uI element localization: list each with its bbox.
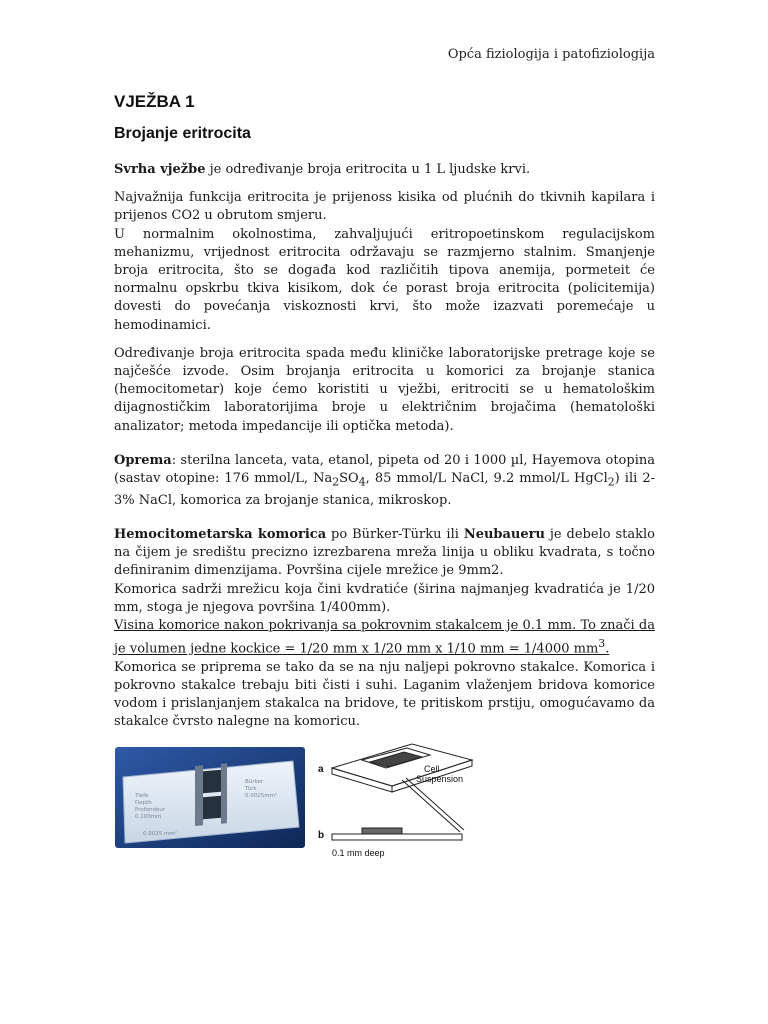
chamber-text: je debelo staklo na čijem je središtu precizno izrezbarena mreža linija u obliku kvadrata, s točno definiranim dimenzijama. Površina cijele mrežice je 9mm2. — [114, 527, 655, 579]
photo-label-left: Tiefe — [135, 793, 149, 799]
photo-label: 0.0025 mm² — [143, 831, 177, 837]
volume-text: Visina komorice nakon pokrivanja sa pokrovnim stakalcem je 0.1 mm. To znači da je volumen jedne kockice = 1/20 mm x 1/20 mm x 1/10 mm = 1/4000 mm — [114, 618, 655, 657]
photo-label: Profondeur — [135, 807, 166, 813]
neubauer-label: Neubaueru — [463, 527, 545, 543]
equipment-paragraph — [114, 452, 655, 510]
equipment-text: SO — [339, 471, 359, 487]
depth-label: 0.1 mm deep — [332, 848, 385, 858]
volume-paragraph — [114, 617, 655, 659]
volume-end: . — [605, 641, 610, 657]
subscript: 2 — [332, 475, 340, 489]
paragraph-function: Najvažnija funkcija eritrocita je prijenoss kisika od plućnih do tkivnih kapilara i prijenos CO2 u obrutom smjeru. — [114, 190, 655, 224]
equipment-text: ) ili 2-3% NaCl, komorica za brojanje stanica, mikroskop. — [114, 471, 656, 508]
chamber-label: Hemocitometarska komorica — [114, 527, 327, 543]
equipment-label: Oprema — [114, 452, 172, 468]
hemocytometer-diagram — [312, 740, 492, 860]
chamber-paragraph — [114, 526, 655, 581]
subscript: 2 — [607, 475, 615, 489]
photo-label: 0.0025mm² — [245, 793, 278, 799]
paragraph-regulation: U normalnim okolnostima, zahvaljujući eritropoetinskom regulacijskom mehanizmu, vrijednost eritrocita održavaju se razmjerno stalnim. Smanjenje broja eritrocita, što se događa kod različitih tipova anemija, pormeteit će normalnu opskrbu tkiva kisikom, dok će porast broja eritrocita (policitemija) dovesti do povećanja viskoznosti krvi, što može izazvati poremećaje u hemodinamici. — [114, 226, 655, 333]
superscript: 3 — [598, 637, 606, 651]
equipment-text: : sterilna lanceta, vata, etanol, pipeta od 20 i 1000 µl, Hayemova otopina (sastav otopine: 176 mmol/L, Na — [114, 452, 655, 487]
photo-label: Türk — [245, 786, 257, 792]
paragraph-preparation: Komorica se priprema se tako da se na nju naljepi pokrovno stakalce. Komorica i pokrovno stakalce trebaju biti čisti i suhi. Laganim vlaženjem bridova komorice vodom i prislanjanjem stakalca na bridove, te pritiskom prstiju, omogućavamo da stakalce čvrsto nalegne na komoricu. — [114, 659, 655, 730]
diagram-label-a: a — [318, 764, 324, 775]
cell-suspension-label: Suspension — [416, 774, 464, 784]
purpose-text: je određivanje broja eritrocita u 1 L ljudske krvi. — [205, 162, 531, 177]
chamber-text: po Bürker-Türku ili — [326, 527, 464, 543]
exercise-title: VJEŽBA 1 — [114, 92, 195, 111]
photo-label: Depth — [135, 800, 152, 806]
purpose-label: Svrha vježbe — [114, 162, 206, 177]
cell-suspension-label: Cell — [424, 764, 440, 774]
equipment-text: , 85 mmol/L NaCl, 9.2 mmol/L HgCl — [365, 471, 608, 487]
paragraph-grid: Komorica sadrži mrežicu koja čini kvdratiće (širina najmanjeg kvadratića je 1/20 mm, stoga je njegova površina 1/400mm). — [114, 581, 655, 615]
photo-label: Bürker — [245, 779, 264, 785]
purpose-paragraph — [114, 161, 655, 179]
hemocytometer-photo — [115, 747, 305, 848]
body-text — [114, 161, 655, 742]
paragraph-methods: Određivanje broja eritrocita spada među kliničke laboratorijske pretrage koje se najčešće izvode. Osim brojanja eritrocita u komorici za brojanje stanica (hemocitometar) koje ćemo koristiti u vježbi, eritrociti se u hematološkim dijagnostičkim laboratorijima broje u električnim brojačima (hematološki analizator; metoda impedancije ili optička metoda). — [114, 345, 655, 434]
page-header: Opća fiziologija i patofiziologija — [447, 47, 655, 62]
subscript: 4 — [358, 475, 366, 489]
photo-label: 0.100mm — [135, 814, 162, 820]
diagram-label-b: b — [318, 830, 325, 841]
exercise-subtitle: Brojanje eritrocita — [114, 125, 251, 142]
